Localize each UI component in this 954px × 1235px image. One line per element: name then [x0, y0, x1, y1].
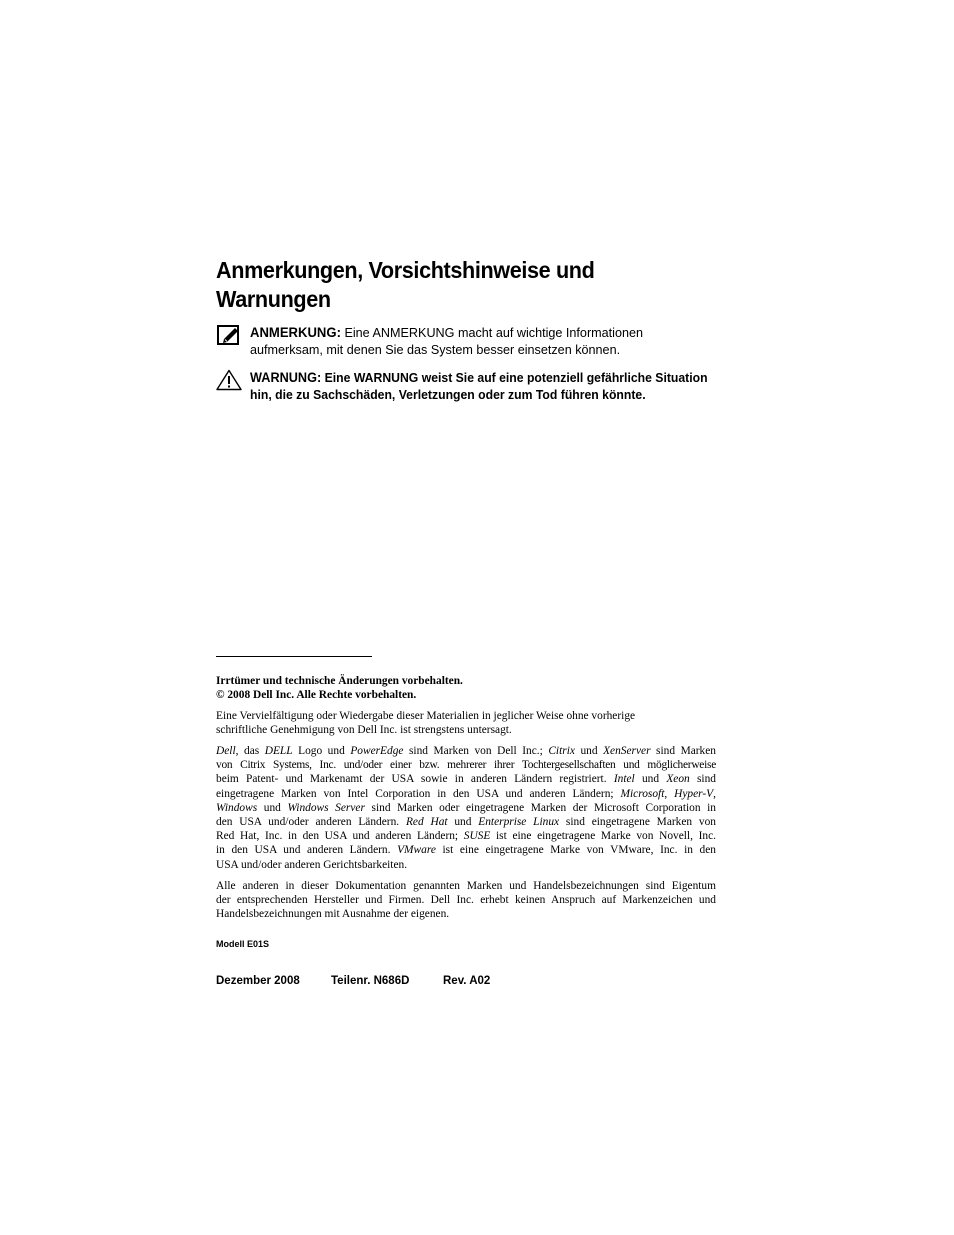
- warning-line: [250, 369, 708, 386]
- note-notice: [216, 324, 736, 358]
- errata-text: Irrtümer und technische Änderungen vorbehalten.: [216, 675, 463, 687]
- trademarks-line: Windows und Windows Server sind Marken oder eingetragene Marken der Microsoft Corporation in: [216, 801, 717, 814]
- page-title-line: Anmerkungen, Vorsichtshinweise und: [216, 257, 595, 283]
- footer-part-number: Teilenr. N686D: [331, 975, 410, 987]
- footer-revision: Rev. A02: [443, 975, 491, 987]
- page-title: [216, 256, 705, 314]
- trademarks-line: USA und/oder anderen Gerichtsbarkeiten.: [216, 858, 408, 871]
- trademarks-line: eingetragene Marken von Intel Corporation in den USA und anderen Ländern; Microsoft, Hyper-V,: [216, 787, 716, 800]
- note-pencil-icon: [216, 324, 242, 346]
- note-line: aufmerksam, mit denen Sie das System besser einsetzen können.: [250, 342, 621, 357]
- other-trademarks-line: Alle anderen in dieser Dokumentation genannten Marken und Handelsbezeichnungen sind Eigentum: [216, 880, 716, 892]
- warning-line: hin, die zu Sachschäden, Verletzungen oder zum Tod führen könnte.: [250, 387, 646, 402]
- trademarks-block: [216, 744, 716, 872]
- trademarks-line: Dell, das DELL Logo und PowerEdge sind Marken von Dell Inc.; Citrix und XenServer sind Marken: [216, 745, 716, 757]
- note-text: Eine ANMERKUNG macht auf wichtige Informationen: [344, 325, 644, 340]
- warning-notice: [216, 369, 736, 403]
- trademarks-line: den USA und/oder anderen Ländern. Red Hat und Enterprise Linux sind eingetragene Marken von: [216, 816, 716, 829]
- warning-triangle-icon: [216, 369, 242, 391]
- trademarks-line: Red Hat, Inc. in den USA und anderen Ländern; SUSE ist eine eingetragene Marke von Novell, Inc.: [216, 830, 716, 843]
- errata-block: [216, 674, 716, 702]
- page-title-line: Warnungen: [216, 286, 331, 312]
- note-line: [250, 324, 706, 341]
- warning-label: WARNUNG:: [250, 370, 322, 385]
- other-trademarks-line: Handelsbezeichnungen mit Ausnahme der eigenen.: [216, 908, 450, 921]
- copying-line: Eine Vervielfältigung oder Wiedergabe dieser Materialien in jeglicher Weise ohne vorherige: [216, 710, 636, 722]
- warning-text: Eine WARNUNG weist Sie auf eine potenziell gefährliche Situation: [324, 370, 708, 385]
- copying-line: schriftliche Genehmigung von Dell Inc. ist strengstens untersagt.: [216, 724, 512, 737]
- copyright-text: © 2008 Dell Inc. Alle Rechte vorbehalten.: [216, 689, 417, 702]
- footer-date: Dezember 2008: [216, 975, 300, 987]
- trademarks-line: von Citrix Systems, Inc. und/oder einer bzw. mehrerer ihrer Tochtergesellschaften und möglicherweise: [216, 759, 716, 772]
- footnote-divider: [216, 656, 372, 657]
- note-label: ANMERKUNG:: [250, 325, 341, 340]
- trademarks-line: in den USA und anderen Ländern. VMware ist eine eingetragene Marke von VMware, Inc. in den: [216, 844, 716, 857]
- model-number: Modell E01S: [216, 939, 270, 949]
- other-trademarks-line: der entsprechenden Hersteller und Firmen. Dell Inc. erhebt keinen Anspruch auf Markenzeichen und: [216, 894, 716, 907]
- copying-block: [216, 709, 716, 737]
- other-trademarks-block: [216, 879, 716, 922]
- trademarks-line: beim Patent- und Markenamt der USA sowie in anderen Ländern registriert. Intel und Xeon sind: [216, 773, 716, 786]
